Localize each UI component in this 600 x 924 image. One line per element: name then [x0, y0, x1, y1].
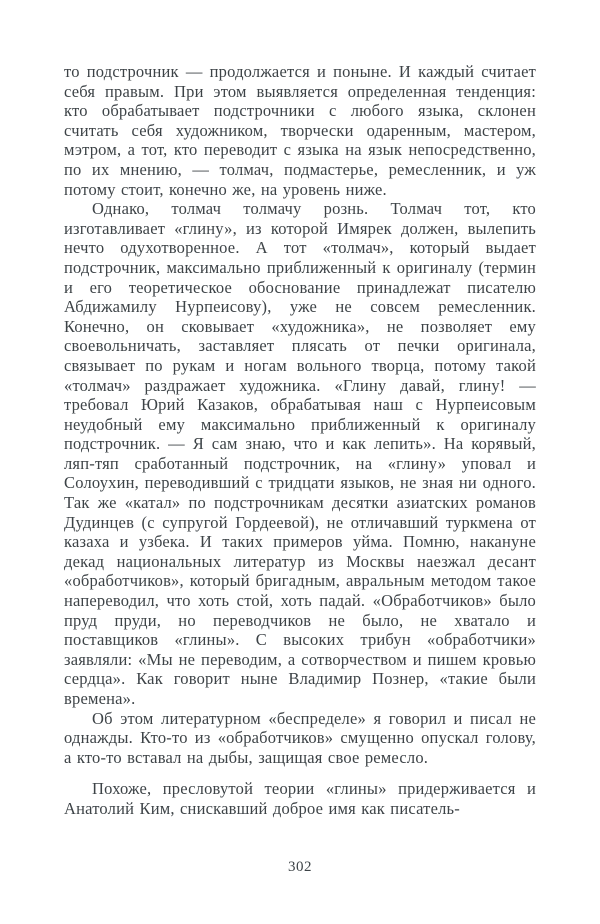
- body-paragraph: Об этом литературном «беспределе» я говорил и писал не однажды. Кто-то из «обработчиков» смущенно опускал голову, а кто-то вставал на дыбы, защищая свое ремесло.: [64, 708, 536, 767]
- body-paragraph: Похоже, пресловутой теории «глины» придерживается и Анатолий Ким, снискавший доброе имя как писатель-: [64, 779, 536, 818]
- body-paragraph: то подстрочник — продолжается и поныне. И каждый считает себя правым. При этом выявляется определенная тенденция: кто обрабатывает подстрочники с любого языка, склонен считать себя художником, творчески одаренным, мастером, мэтром, а тот, кто переводит с языка на язык непосредственно, по их мнению, — толмач, подмастерье, ремесленник, и уж потому стоит, конечно же, на уровень ниже.: [64, 62, 536, 199]
- page-number: 302: [288, 859, 312, 875]
- page-text-block: [64, 62, 536, 819]
- body-paragraph: Однако, толмач толмачу рознь. Толмач тот, кто изготавливает «глину», из которой Имярек должен, вылепить нечто одухотворенное. А тот «толмач», который выдает подстрочник, максимально приближенный к оригиналу (термин и его теоретическое обоснование принадлежат писателю Абдижамилу Нурпеисову), уже не совсем ремесленник. Конечно, он сковывает «художника», не позволяет ему своевольничать, заставляет плясать от печки оригинала, связывает по рукам и ногам вольного творца, потому такой «толмач» раздражает художника. «Глину давай, глину! — требовал Юрий Казаков, обрабатывая наш с Нурпеисовым неудобный ему максимально приближенный к оригиналу подстрочник. — Я сам знаю, что и как лепить». На корявый, ляп-тяп сработанный подстрочник, на «глину» уповал и Солоухин, переводивший с тридцати языков, не зная ни одного. Так же «катал» по подстрочникам десятки азиатских романов Дудинцев (с супругой Гордеевой), не отличавший туркмена от казаха и узбека. И таких примеров уйма. Помню, накануне декад национальных литератур из Москвы наезжал десант «обработчиков», который бригадным, авральным методом такое напереводил, что хоть стой, хоть падай. «Обработчиков» было пруд пруди, но переводчиков не было, не хватало и поставщиков «глины». С высоких трибун «обработчики» заявляли: «Мы не переводим, а сотворчеством и пишем кровью сердца». Как говорит ныне Владимир Познер, «такие были времена».: [64, 199, 536, 708]
